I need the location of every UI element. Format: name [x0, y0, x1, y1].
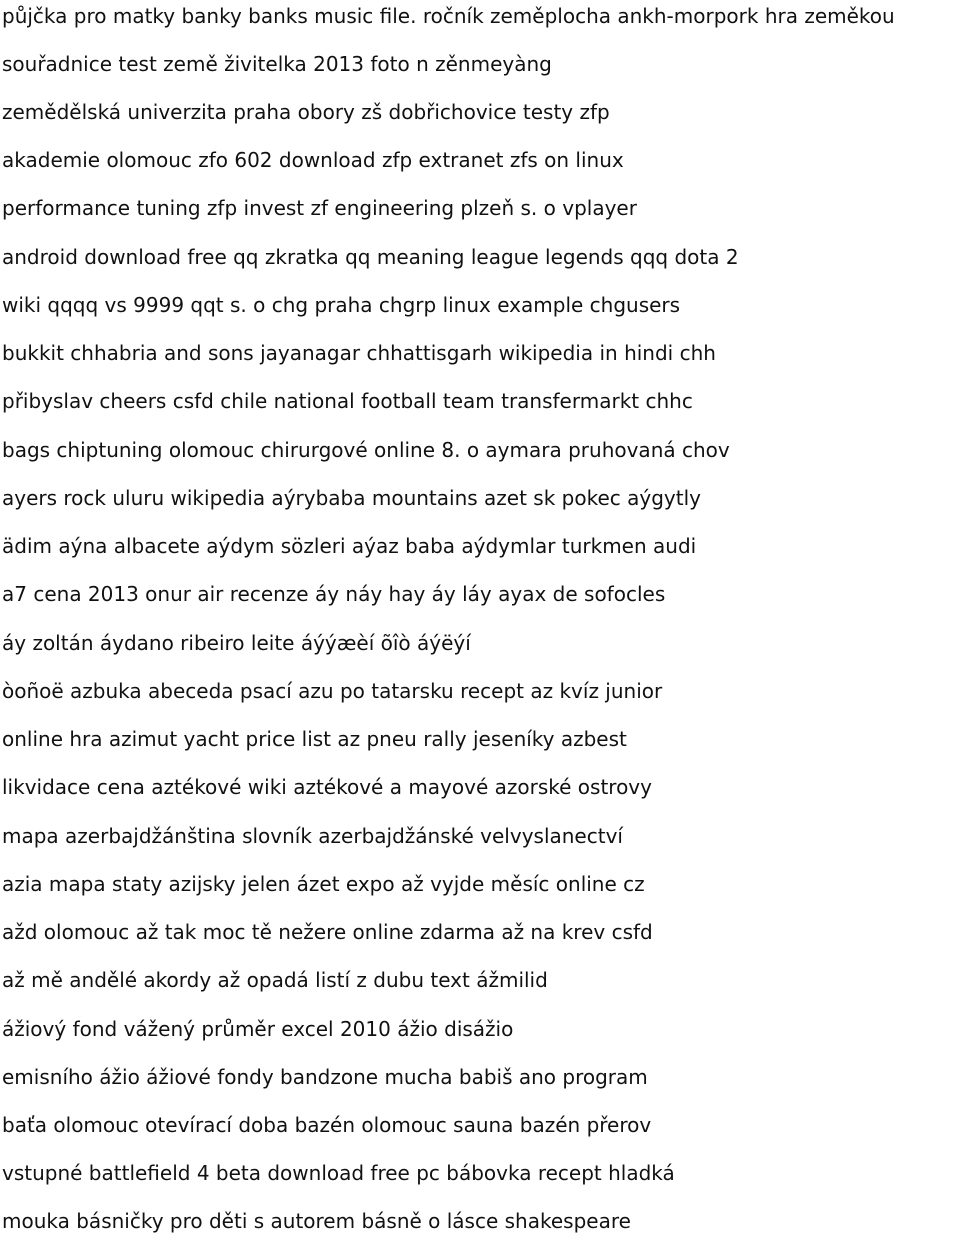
- text-line-3: zemědělská univerzita praha obory zš dobřichovice testy zfp: [2, 100, 610, 124]
- text-line-2: souřadnice test země živitelka 2013 foto n zěnmeyàng: [2, 52, 552, 76]
- text-line-26: mouka básničky pro děti s autorem básně o lásce shakespeare: [2, 1209, 631, 1233]
- text-line-25: vstupné battlefield 4 beta download free pc bábovka recept hladká: [2, 1161, 675, 1185]
- text-line-11: ayers rock uluru wikipedia aýrybaba mountains azet sk pokec aýgytly: [2, 486, 701, 510]
- text-line-9: přibyslav cheers csfd chile national football team transfermarkt chhc: [2, 389, 693, 413]
- text-line-12: ädim aýna albacete aýdym sözleri aýaz baba aýdymlar turkmen audi: [2, 534, 697, 558]
- text-line-17: likvidace cena aztékové wiki aztékové a mayové azorské ostrovy: [2, 775, 652, 799]
- text-line-1: půjčka pro matky banky banks music file. ročník zeměplocha ankh-morpork hra zeměkou: [2, 4, 895, 28]
- text-line-19: azia mapa staty azijsky jelen ázet expo až vyjde měsíc online cz: [2, 872, 645, 896]
- text-line-22: ážiový fond vážený průměr excel 2010 ážio disážio: [2, 1017, 514, 1041]
- text-line-15: òoñoë azbuka abeceda psací azu po tatarsku recept az kvíz junior: [2, 679, 663, 703]
- text-line-5: performance tuning zfp invest zf engineering plzeň s. o vplayer: [2, 196, 637, 220]
- text-line-13: a7 cena 2013 onur air recenze áy náy hay áy láy ayax de sofocles: [2, 582, 666, 606]
- text-line-21: až mě andělé akordy až opadá listí z dubu text ážmilid: [2, 968, 548, 992]
- text-line-23: emisního ážio ážiové fondy bandzone mucha babiš ano program: [2, 1065, 648, 1089]
- text-line-16: online hra azimut yacht price list az pneu rally jeseníky azbest: [2, 727, 627, 751]
- text-line-20: ažd olomouc až tak moc tě nežere online zdarma až na krev csfd: [2, 920, 653, 944]
- text-line-10: bags chiptuning olomouc chirurgové online 8. o aymara pruhovaná chov: [2, 438, 730, 462]
- text-line-8: bukkit chhabria and sons jayanagar chhattisgarh wikipedia in hindi chh: [2, 341, 716, 365]
- text-line-18: mapa azerbajdžánština slovník azerbajdžánské velvyslanectví: [2, 824, 623, 848]
- text-line-4: akademie olomouc zfo 602 download zfp extranet zfs on linux: [2, 148, 624, 172]
- text-line-14: áy zoltán áydano ribeiro leite áýýæèí õîò áýëýí: [2, 631, 471, 655]
- text-line-6: android download free qq zkratka qq meaning league legends qqq dota 2: [2, 245, 739, 269]
- text-line-7: wiki qqqq vs 9999 qqt s. o chg praha chgrp linux example chgusers: [2, 293, 681, 317]
- text-line-24: baťa olomouc otevírací doba bazén olomouc sauna bazén přerov: [2, 1113, 652, 1137]
